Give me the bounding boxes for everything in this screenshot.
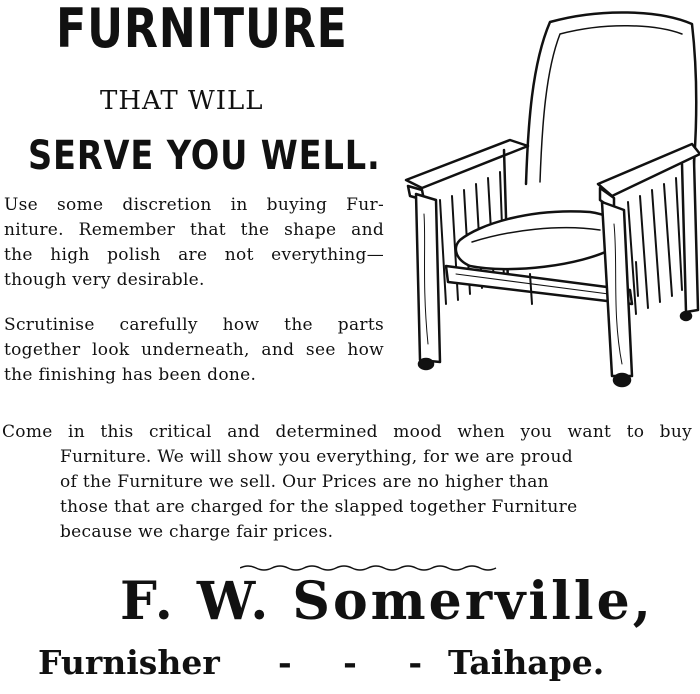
paragraph-line: together look underneath, and see how [4, 340, 384, 360]
paragraph-critical-mood [2, 420, 692, 545]
paragraph-line: those that are charged for the slapped together Furniture [60, 497, 578, 517]
headline-furniture: FURNITURE [56, 0, 348, 60]
morris-chair-illustration [400, 4, 700, 390]
paragraph-line: the high polish are not everything— [4, 245, 384, 265]
subhead-that-will: THAT WILL [100, 86, 264, 116]
paragraph-line: Scrutinise carefully how the parts [4, 315, 384, 335]
paragraph-line: Furniture. We will show you everything, for we are proud [60, 447, 573, 467]
paragraph-discretion [4, 193, 384, 293]
footer-town: Taihape. [448, 643, 605, 682]
paragraph-line: because we charge fair prices. [60, 522, 334, 542]
paragraph-line: Come in this critical and determined mood when you want to buy [2, 422, 692, 442]
paragraph-line: of the Furniture we sell. Our Prices are no higher than [60, 472, 549, 492]
footer-trade: Furnisher [38, 643, 220, 682]
paragraph-line: niture. Remember that the shape and [4, 220, 384, 240]
merchant-name: F. W. Somerville, [120, 571, 654, 632]
paragraph-line: the finishing has been done. [4, 365, 257, 385]
paragraph-scrutinise [4, 313, 384, 388]
footer-dashes: - - - [278, 643, 443, 682]
headline-serve-you-well: SERVE YOU WELL. [28, 133, 381, 179]
paragraph-line: Use some discretion in buying Fur- [4, 195, 384, 215]
paragraph-line: though very desirable. [4, 270, 205, 290]
